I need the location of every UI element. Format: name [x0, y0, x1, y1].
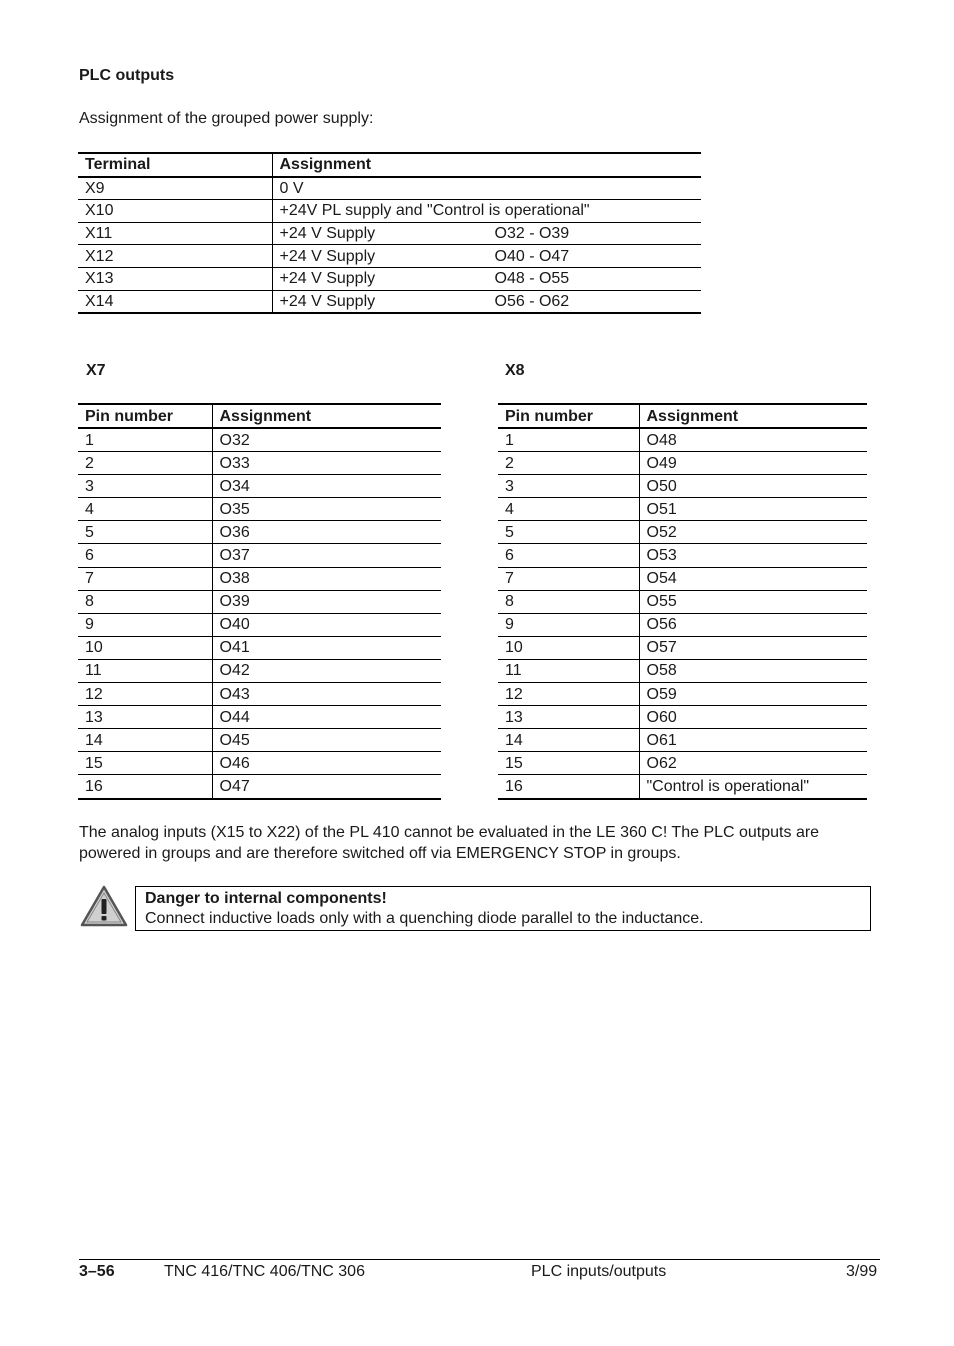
- footer-section: PLC inputs/outputs: [531, 1263, 667, 1280]
- assignment-cell: O48: [639, 428, 867, 452]
- table-row: [498, 544, 867, 567]
- supply-table: [78, 152, 701, 314]
- assignment-cell: O44: [212, 706, 441, 729]
- warning-title: Danger to internal components!: [145, 890, 387, 907]
- table-row: [78, 590, 441, 613]
- assignment-cell: O58: [639, 659, 867, 682]
- pin-number-cell: 5: [85, 523, 94, 541]
- assignment-cell: [272, 222, 701, 245]
- pin-number-cell: 12: [85, 685, 103, 703]
- table-header-row: [498, 404, 867, 428]
- warning-text: Connect inductive loads only with a quenching diode parallel to the inductance.: [145, 910, 704, 927]
- assignment-cell: O37: [212, 544, 441, 567]
- table-row: [498, 498, 867, 521]
- pin-number-cell: 2: [505, 454, 514, 472]
- table-row: [498, 729, 867, 752]
- pin-number-cell: 13: [505, 708, 523, 726]
- output-range: O48 - O55: [494, 270, 570, 288]
- terminal-cell: X12: [85, 247, 114, 265]
- table-row: [78, 659, 441, 682]
- pin-number-cell: 4: [505, 500, 514, 518]
- pin-number-cell: 14: [505, 731, 523, 749]
- pin-number-cell: 15: [505, 754, 523, 772]
- table-row: [78, 290, 701, 313]
- pin-number-cell: 11: [85, 662, 102, 680]
- table-row: [78, 428, 441, 452]
- pin-number-cell: 3: [505, 477, 514, 495]
- pin-number-cell: 16: [505, 777, 523, 795]
- terminal-cell: X14: [85, 292, 114, 310]
- table-row: [78, 567, 441, 590]
- table-row: [498, 706, 867, 729]
- pin-number-cell: 14: [85, 731, 103, 749]
- table-row: [78, 498, 441, 521]
- table-row: [498, 775, 867, 799]
- pin-number-cell: 2: [85, 454, 94, 472]
- warning-triangle-icon: [80, 884, 128, 928]
- pin-number-cell: 9: [85, 616, 94, 634]
- table-header-row: [78, 404, 441, 428]
- assignment-cell: O40: [212, 613, 441, 636]
- assignment-cell: O62: [639, 752, 867, 775]
- pin-number-cell: 16: [85, 777, 103, 795]
- assignment-cell: O59: [639, 683, 867, 706]
- assignment-cell: O53: [639, 544, 867, 567]
- assignment-cell: O56: [639, 613, 867, 636]
- table-row: [498, 683, 867, 706]
- assignment-cell: O34: [212, 475, 441, 498]
- assignment-cell: O32: [212, 428, 441, 452]
- table-row: [498, 659, 867, 682]
- table-row: [78, 752, 441, 775]
- table-row: [78, 475, 441, 498]
- assignment-label: +24 V Supply: [279, 225, 376, 243]
- output-range: O56 - O62: [494, 292, 570, 310]
- table-row: [498, 590, 867, 613]
- header-assignment: Assignment: [212, 404, 441, 428]
- footer-divider: [79, 1259, 880, 1260]
- table-row: [78, 267, 701, 290]
- table-row: [498, 428, 867, 452]
- pin-number-cell: 11: [505, 662, 522, 680]
- x7-table: [78, 403, 441, 800]
- assignment-cell: O35: [212, 498, 441, 521]
- assignment-cell: [272, 245, 701, 268]
- assignment-cell: O45: [212, 729, 441, 752]
- table-row: [78, 452, 441, 475]
- assignment-cell: O57: [639, 636, 867, 659]
- table-row: [78, 245, 701, 268]
- assignment-label: +24 V Supply: [279, 247, 376, 265]
- table-row: [78, 200, 701, 223]
- output-range: O32 - O39: [494, 225, 570, 243]
- assignment-cell: O46: [212, 752, 441, 775]
- output-range: O40 - O47: [494, 247, 570, 265]
- pin-number-cell: 6: [85, 547, 94, 565]
- assignment-cell: O61: [639, 729, 867, 752]
- table-row: [78, 683, 441, 706]
- note-paragraph: The analog inputs (X15 to X22) of the PL 410 cannot be evaluated in the LE 360 C! The PLC outputs are powered in groups and are therefore switched off via EMERGENCY STOP in groups.: [79, 824, 820, 862]
- assignment-cell: O50: [639, 475, 867, 498]
- pin-number-cell: 4: [85, 500, 94, 518]
- footer-page-number: 3–56: [79, 1263, 115, 1280]
- page-heading: PLC outputs: [79, 67, 175, 84]
- assignment-cell: O51: [639, 498, 867, 521]
- assignment-cell: O52: [639, 521, 867, 544]
- table-row: [498, 521, 867, 544]
- table-row: [78, 521, 441, 544]
- pin-number-cell: 1: [505, 431, 514, 449]
- header-terminal: Terminal: [85, 156, 151, 174]
- assignment-cell: O43: [212, 683, 441, 706]
- pin-number-cell: 7: [85, 570, 94, 588]
- assignment-cell: "Control is operational": [639, 775, 867, 799]
- assignment-label: +24V PL supply and "Control is operational": [279, 202, 590, 220]
- table-row: [78, 729, 441, 752]
- table-row: [498, 636, 867, 659]
- table-row: [498, 567, 867, 590]
- assignment-cell: O60: [639, 706, 867, 729]
- pin-number-cell: 15: [85, 754, 103, 772]
- table-row: [78, 613, 441, 636]
- footer-model: TNC 416/TNC 406/TNC 306: [164, 1263, 365, 1280]
- assignment-cell: O54: [639, 567, 867, 590]
- x7-label: X7: [86, 362, 106, 379]
- assignment-cell: [272, 267, 701, 290]
- assignment-cell: O33: [212, 452, 441, 475]
- assignment-label: 0 V: [279, 179, 304, 197]
- table-row: [498, 475, 867, 498]
- x8-label: X8: [505, 362, 525, 379]
- assignment-cell: O49: [639, 452, 867, 475]
- pin-number-cell: 8: [505, 593, 514, 611]
- pin-number-cell: 5: [505, 523, 514, 541]
- table-row: [78, 775, 441, 799]
- header-pin-number: Pin number: [505, 407, 594, 425]
- terminal-cell: X13: [85, 270, 114, 288]
- table-row: [498, 452, 867, 475]
- footer-date: 3/99: [846, 1263, 878, 1280]
- header-pin-number: Pin number: [85, 407, 174, 425]
- table-header-row: [78, 153, 701, 177]
- table-row: [78, 706, 441, 729]
- pin-number-cell: 12: [505, 685, 523, 703]
- table-row: [78, 544, 441, 567]
- terminal-cell: X10: [85, 202, 114, 220]
- pin-number-cell: 10: [505, 639, 523, 657]
- pin-number-cell: 8: [85, 593, 94, 611]
- assignment-cell: O42: [212, 659, 441, 682]
- assignment-cell: O55: [639, 590, 867, 613]
- pin-number-cell: 9: [505, 616, 514, 634]
- table-row: [498, 613, 867, 636]
- assignment-cell: [272, 290, 701, 313]
- assignment-label: +24 V Supply: [279, 292, 376, 310]
- warning-box: [135, 886, 871, 931]
- assignment-label: +24 V Supply: [279, 270, 376, 288]
- pin-number-cell: 1: [85, 431, 94, 449]
- table-row: [78, 177, 701, 200]
- assignment-cell: O39: [212, 590, 441, 613]
- table-row: [78, 222, 701, 245]
- assignment-cell: O47: [212, 775, 441, 799]
- x8-table: [498, 403, 867, 800]
- table-row: [498, 752, 867, 775]
- pin-number-cell: 7: [505, 570, 514, 588]
- terminal-cell: X9: [85, 179, 105, 197]
- pin-number-cell: 3: [85, 477, 94, 495]
- assignment-cell: [272, 200, 701, 223]
- pin-number-cell: 6: [505, 547, 514, 565]
- pin-number-cell: 10: [85, 639, 103, 657]
- intro-text: Assignment of the grouped power supply:: [79, 110, 374, 127]
- pin-number-cell: 13: [85, 708, 103, 726]
- header-assignment: Assignment: [639, 404, 867, 428]
- assignment-cell: O36: [212, 521, 441, 544]
- table-row: [78, 636, 441, 659]
- header-assignment: Assignment: [272, 153, 701, 177]
- terminal-cell: X11: [85, 225, 113, 243]
- assignment-cell: O41: [212, 636, 441, 659]
- assignment-cell: O38: [212, 567, 441, 590]
- assignment-cell: [272, 177, 701, 200]
